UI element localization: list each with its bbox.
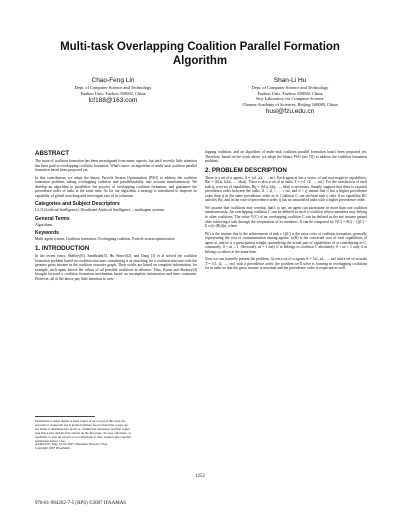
- footnote-line: permission and/or a fee.: [35, 438, 66, 443]
- problem-paragraph: P(t) is the income due to the achievement of task t; Q(C) is the extra costs of coalition formation, generally representing the cost of communication among agents; w(R) is the converted cost of total capabilities of agent ai, and αi is a participation weight, quantifying the actual part of capabilities of ai contributing to C, commonly, 0 < αi ≤ 1. Obviously, αi = 1 only if ai belongs to coalition C absolutely; 0 < αi < 1 only if ai belongs to others at the same time.: [205, 231, 367, 254]
- author-block-2: [220, 76, 360, 117]
- right-column: [205, 150, 367, 274]
- abstract-paragraph: The issue of coalition formation has been investigated from many aspects, but until recently little attention has been paid to overlapping coalition formation. What's more, an algorithm of multi-task coalition parallel formation hasn't been proposed yet.: [35, 159, 197, 173]
- introduction-paragraph: In the recent years, Shehory[6], Sandholm[5], Hu Shan-li[2], and Dang [1] et al solved the coalition formation problem based on coalition structure, considering it as searching for a coalition structure with the greatest gross income in the coalition structure graph. Their works are based on complete information, for example, each agent knows the values of all possible coalitions in advance. Thus, Kraus and Shehory[4] brought forward a coalition formation mechanism based on incomplete information and time constraint. However, all of the above pay little attention to over-: [35, 254, 197, 281]
- left-column: [35, 150, 197, 284]
- author-affiliation: Dept. of Computer Science and Technology: [74, 85, 152, 90]
- categories-heading: Categories and Subject Descriptors: [35, 201, 120, 208]
- footnote-line: AAMAS'07, May 14-18, 2007, Honolulu, Hawai'i, USA.: [35, 442, 108, 447]
- keywords-heading: Keywords: [35, 230, 59, 237]
- author-email: lcf188@163.com: [88, 97, 138, 105]
- introduction-continued: lapping coalition, and an algorithm of multi-task coalition parallel formation hasn't been proposed yet. Therefore, based on the work above, we adopt the binary PSO (see [3]) to address the coalition formation problem.: [205, 150, 367, 164]
- author-affiliation: Fuzhou Univ. Fuzhou 350002, China: [80, 90, 146, 96]
- abstract-paragraph: In this contribution, we adopt the binary Particle Swarm Optimization (PSO) to address the coalition formation problem, taking overlapping coalition and parallelizability into account simultaneously. We develop an algorithm to parallelize the process of overlapping coalition formation, and guarantee the precedence order of tasks at the same time. As for our algorithm, a strategy is introduced to improve its capability of global searching and convergent rate of its solutions.: [35, 175, 197, 198]
- footnote-divider: [35, 416, 95, 417]
- author-affiliation: Key Laboratory for Computer Science: [256, 96, 324, 102]
- problem-paragraph: Now we can formally present the problem. Given a set of n agents A = {a1, a2, …, an} and a set of m tasks T = {t1, t2, …, tm} with a precedence order, the problem we'll solve is forming m overlapping coalitions for m tasks so that the gross income is maximal and the precedence order is respected as well.: [205, 257, 367, 271]
- author-block-1: [48, 76, 178, 106]
- author-name: Shan-Li Hu: [273, 77, 307, 84]
- general-terms-heading: General Terms: [35, 215, 70, 222]
- page-number: 1252: [195, 474, 205, 479]
- keywords-text: Multi-agent system, Coalition formation, Overlapping coalition, Particle swarm optimization: [35, 237, 175, 242]
- footnote-line: not made or distributed for profit or commercial advantage and that copies: [35, 426, 130, 431]
- author-email: husl@fzu.edu.cn: [265, 108, 315, 116]
- problem-description-heading: 2. PROBLEM DESCRIPTION: [205, 166, 287, 174]
- copyright-footnote: [35, 420, 197, 451]
- footnote-line: personal or classroom use is granted without fee provided that copies are: [35, 422, 128, 427]
- author-name: Chao-Feng Lin: [91, 77, 135, 84]
- footnote-line: bear this notice and the full citation on the first page. To copy otherwise, or: [35, 430, 131, 435]
- footnote-line: Permission to make digital or hard copies of all or part of this work for: [35, 419, 126, 423]
- isbn-line: 978-81-904262-7-5 (RPS) ©2007 IFAAMAS: [35, 501, 127, 506]
- introduction-heading: 1. INTRODUCTION: [35, 245, 90, 253]
- author-affiliation: Dept. of Computer Science and Technology: [251, 85, 329, 90]
- footnote-line: Copyright 2007 IFAAMAS .: [35, 446, 72, 451]
- problem-paragraph: There is a set of n agents, A = {a1, a2, …, an}. Each agent ai has a vector of real non-negative capabilities, Bai = ⟨b1ai, b2ai, …, bkai⟩. There is also a set of m tasks, T = {t1, t2, …, tm}. For the satisfaction of each task tj, a vector of capabilities, Btj = ⟨b1tj, b2tj, …, bktj⟩ is necessary. Simply, suppose that there is a partial precedence order between the tasks, t1 ≤ t2 ≤ … ≤ tm, and ti < tj means that ti has a higher precedence order than tj in the same precedence order as ti. Coalition C can perform task tj only if its capability BC satisfies Btj, and in the case of precedence order, tj has no unsatisfied tasks with a higher precedence order.: [205, 175, 367, 203]
- paper-title: Multi-task Overlapping Coalition Parallel Formation Algorithm: [60, 41, 340, 67]
- author-affiliation: Chinese Academy of Sciences, Beijing 100080, China: [242, 101, 338, 107]
- abstract-heading: ABSTRACT: [35, 150, 70, 157]
- problem-paragraph: We assume that coalitions may overlap, that's to say, an agent can participate in more than one coalition simultaneously. An overlapping coalition C can be defined as such a coalition whose members may belong to other coalitions. The value V(C) of an overlapping coalition C can be defined as the net income gained after achieving a task through the cooperation of its members. It can be computed by V(C) = P(t) − Q(C) − Σ w(i)·(R(i))α, where: [205, 205, 367, 229]
- footnote-line: republish, to post on servers or to redistribute to lists, requires prior specific: [35, 434, 132, 439]
- general-terms-text: Algorithms: [35, 222, 53, 227]
- author-affiliation: Fuzhou Univ. Fuzhou 350002, China: [257, 90, 323, 96]
- categories-text: I.2.11[Artificial Intelligence]: Distributed Artificial Intelligence —multiagent systems.: [35, 208, 165, 213]
